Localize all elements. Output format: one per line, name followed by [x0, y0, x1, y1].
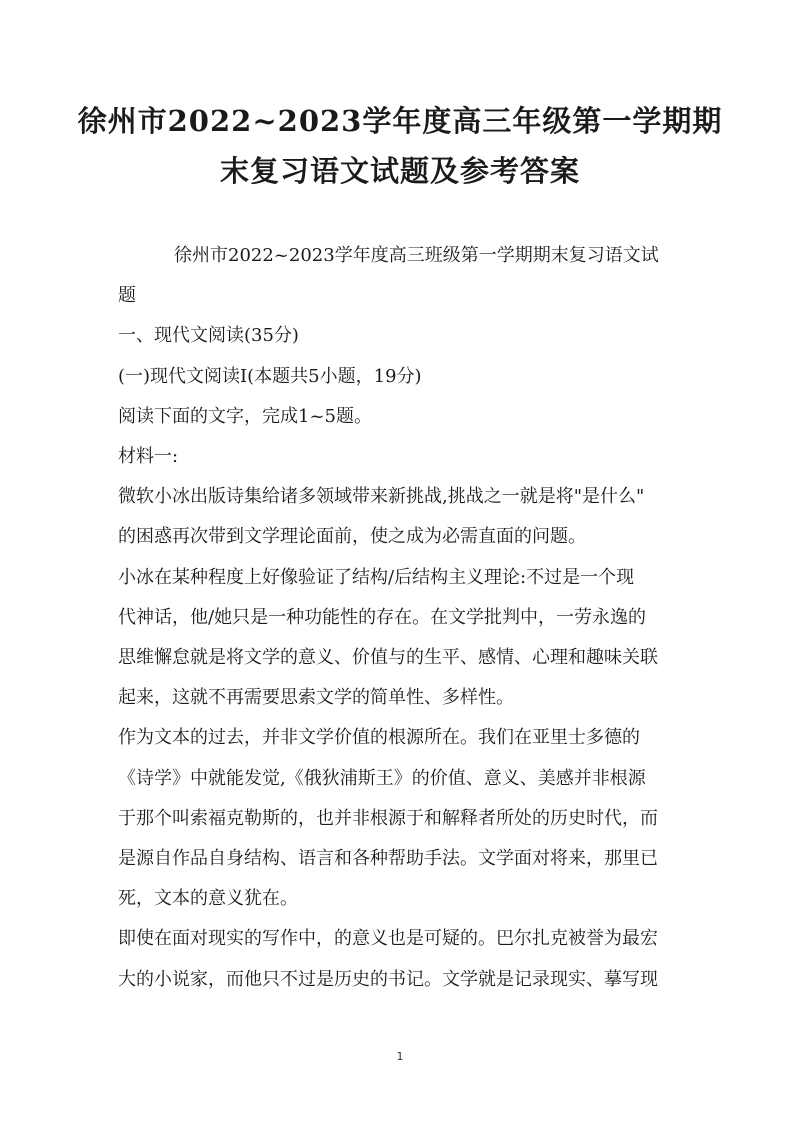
paragraph-line: 起来，这就不再需要思索文学的简单性、多样性。	[118, 687, 514, 709]
paragraph-line: 思维懈怠就是将文学的意义、价值与的生平、感情、心理和趣味关联	[118, 647, 658, 669]
subsection-heading: (一)现代文阅读Ⅰ(本题共5小题，19分)	[118, 365, 422, 387]
document-body	[118, 236, 686, 1000]
title-line-2: 末复习语文试题及参考答案	[219, 154, 580, 188]
paragraph-line: 大的小说家，而他只不过是历史的书记。文学就是记录现实、摹写现	[118, 968, 658, 990]
document-title	[0, 96, 800, 196]
paragraph-line: 《诗学》中就能发觉,《俄狄浦斯王》的价值、意义、美感并非根源	[118, 767, 646, 789]
paragraph-line: 小冰在某种程度上好像验证了结构/后结构主义理论:不过是一个现	[118, 566, 635, 588]
paragraph-line: 是源自作品自身结构、语言和各种帮助手法。文学面对将来，那里已	[118, 848, 658, 870]
paragraph-line: 即使在面对现实的写作中，的意义也是可疑的。巴尔扎克被誉为最宏	[118, 928, 658, 950]
paragraph-line: 题	[118, 285, 136, 307]
paragraph-line: 的困惑再次带到文学理论面前，使之成为必需直面的问题。	[118, 526, 586, 548]
paragraph-line: 于那个叫索福克勒斯的，也并非根源于和解释者所处的历史时代，而	[118, 807, 658, 829]
section-heading: 一、现代文阅读(35分)	[118, 325, 299, 347]
title-line-1: 徐州市2022~2023学年度高三年级第一学期期	[77, 104, 723, 138]
paragraph-line: 作为文本的过去，并非文学价值的根源所在。我们在亚里士多德的	[118, 727, 640, 749]
paragraph-line: 徐州市2022~2023学年度高三班级第一学期期末复习语文试	[174, 245, 659, 266]
material-label: 材料一:	[118, 446, 179, 468]
paragraph-line: 死，文本的意义犹在。	[118, 888, 298, 910]
instruction-line: 阅读下面的文字，完成1~5题。	[118, 405, 372, 427]
paragraph-line: 微软小冰出版诗集给诸多领域带来新挑战,挑战之一就是将"是什么"	[118, 486, 645, 508]
paragraph-line: 代神话，他/她只是一种功能性的存在。在文学批判中，一劳永逸的	[118, 606, 647, 628]
page-number: 1	[396, 1050, 404, 1063]
